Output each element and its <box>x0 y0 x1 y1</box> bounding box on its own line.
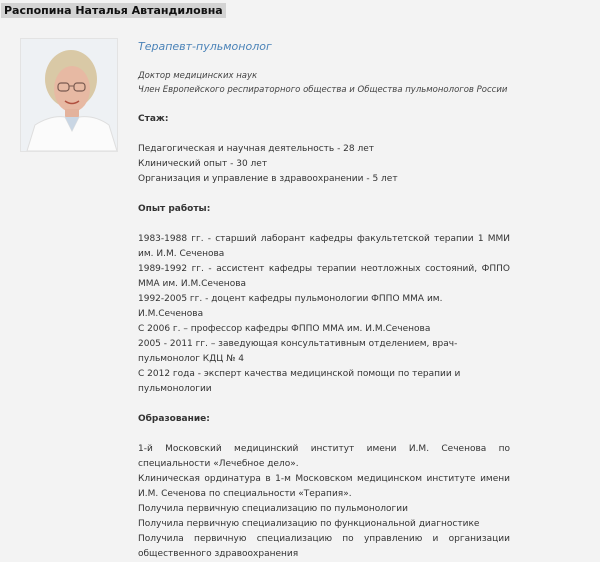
experience-heading: Стаж: <box>138 114 169 124</box>
doctor-profile <box>138 40 510 562</box>
work-item: 1983-1988 гг. - старший лаборант кафедры факультетской терапии 1 ММИ им. И.М. Сеченова <box>138 234 510 259</box>
work-item: 1992-2005 гг. - доцент кафедры пульмонологии ФППО ММА им. И.М.Сеченова <box>138 294 443 319</box>
experience-item: Педагогическая и научная деятельность - 28 лет <box>138 144 375 154</box>
experience-item: Организация и управление в здравоохранении - 5 лет <box>138 174 398 184</box>
work-item: 2005 - 2011 гг. – заведующая консультативным отделением, врач-пульмонолог КДЦ № 4 <box>138 339 458 364</box>
education-item: Получила первичную специализацию по пульмонологии <box>138 504 408 514</box>
education-item: Получила первичную специализацию по управлению и организации общественного здравоохранения <box>138 534 510 559</box>
work-item: С 2006 г. – профессор кафедры ФППО ММА им. И.М.Сеченова <box>138 324 431 334</box>
specialty-link[interactable]: Терапевт-пульмонолог <box>138 40 272 53</box>
education-item: 1-й Московский медицинский институт имени И.М. Сеченова по специальности «Лечебное дело». <box>138 444 510 469</box>
work-item: С 2012 года - эксперт качества медицинской помощи по терапии и пульмонологии <box>138 369 461 394</box>
membership-text: Член Европейского респираторного общества и Общества пульмонологов России <box>138 85 508 95</box>
degree-text: Доктор медицинских наук <box>138 71 258 81</box>
education-heading: Образование: <box>138 414 210 424</box>
work-heading: Опыт работы: <box>138 204 211 214</box>
doctor-name-title: Распопина Наталья Автандиловна <box>1 3 226 18</box>
education-item: Получила первичную специализацию по функциональной диагностике <box>138 519 480 529</box>
experience-item: Клинический опыт - 30 лет <box>138 159 268 169</box>
work-item: 1989-1992 гг. - ассистент кафедры терапии неотложных состояний, ФППО ММА им. И.М.Сеченова <box>138 264 510 289</box>
portrait-image <box>21 39 117 151</box>
doctor-photo <box>20 38 118 152</box>
education-item: Клиническая ординатура в 1-м Московском медицинском институте имени И.М. Сеченова по специальности «Терапия». <box>138 474 510 499</box>
